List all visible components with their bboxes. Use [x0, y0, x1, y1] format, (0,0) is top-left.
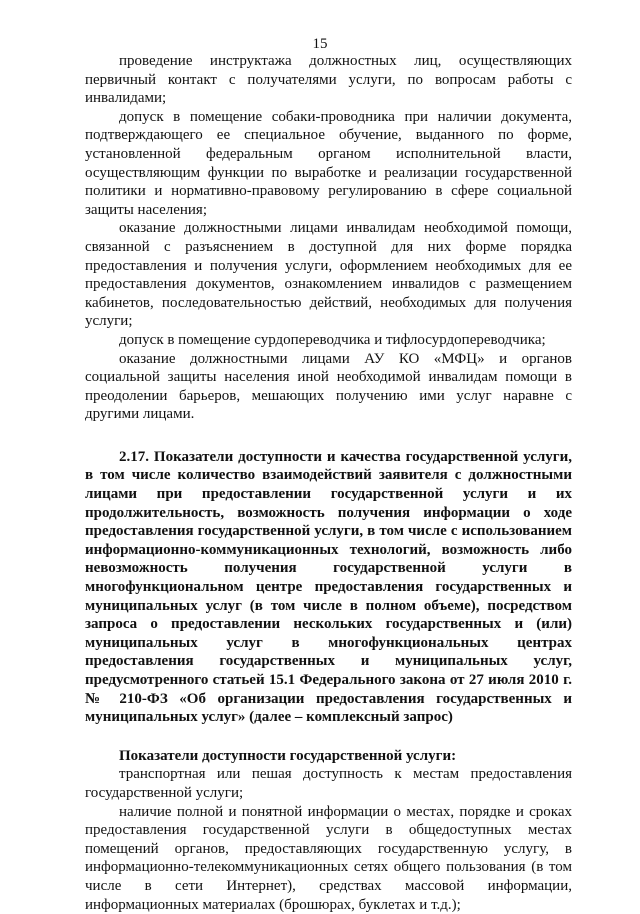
section-subheading: Показатели доступности государственной услуги:: [119, 747, 457, 764]
paragraph-mfc-help: оказание должностными лицами АУ КО «МФЦ» и органов социальной защиты населения иной необходимой инвалидам помощи в преодолении барьеров, мешающих получению ими услуг наравне с другими лицами.: [85, 350, 572, 423]
indicator-item: транспортная или пешая доступность к местам предоставления государственной услуги;: [85, 766, 572, 801]
paragraph-briefing: проведение инструктажа должностных лиц, осуществляющих первичный контакт с получателями услуги, по вопросам работы с инвалидами;: [85, 53, 572, 107]
document-body: [85, 52, 572, 914]
paragraph-guide-dog: допуск в помещение собаки-проводника при наличии документа, подтверждающего ее специальное обучение, выданного по форме, установленной федеральным органом исполнительной власти, осуществляющим функции по выработке и реализации государственной политики и нормативно-правовому регулированию в сфере социальной защиты населения;: [85, 108, 572, 218]
section-heading: 2.17. Показатели доступности и качества государственной услуги, в том числе количество взаимодействий заявителя с должностными лицами при предоставлении государственной услуги и их продолжительность, возможность получения информации о ходе предоставления государственной услуги, в том числе с использованием информационно-коммуникационных технологий, возможность либо невозможность получения государственной услуги в многофункциональном центре предоставления государственных и муниципальных услуг (в том числе в полном объеме), посредством запроса о предоставлении нескольких государственных и (или) муниципальных услуг в многофункциональных центрах предоставления государственных и муниципальных услуг, предусмотренного статьей 15.1 Федерального закона от 27 июля 2010 г. № 210-ФЗ «Об организации предоставления государственных и муниципальных услуг» (далее – комплексный запрос): [85, 448, 572, 726]
paragraph-interpreter: допуск в помещение сурдопереводчика и тифлосурдопереводчика;: [119, 331, 546, 348]
indicator-item: наличие полной и понятной информации о местах, порядке и сроках предоставления государственной услуги в общедоступных местах помещений органов, предоставляющих государственную услугу, в информационно-телекоммуникационных сетях общего пользования (в том числе в сети Интернет), средствах массовой информации, информационных материалах (брошюрах, буклетах и т.д.);: [85, 803, 572, 913]
paragraph-assistance: оказание должностными лицами инвалидам необходимой помощи, связанной с разъяснением в доступной для них форме порядка предоставления и получения услуги, оформлением необходимых для ее предоставления документов, ознакомлением инвалидов с размещением кабинетов, последовательностью действий, необходимых для получения услуги;: [85, 220, 572, 330]
page-number: 15: [312, 36, 328, 52]
